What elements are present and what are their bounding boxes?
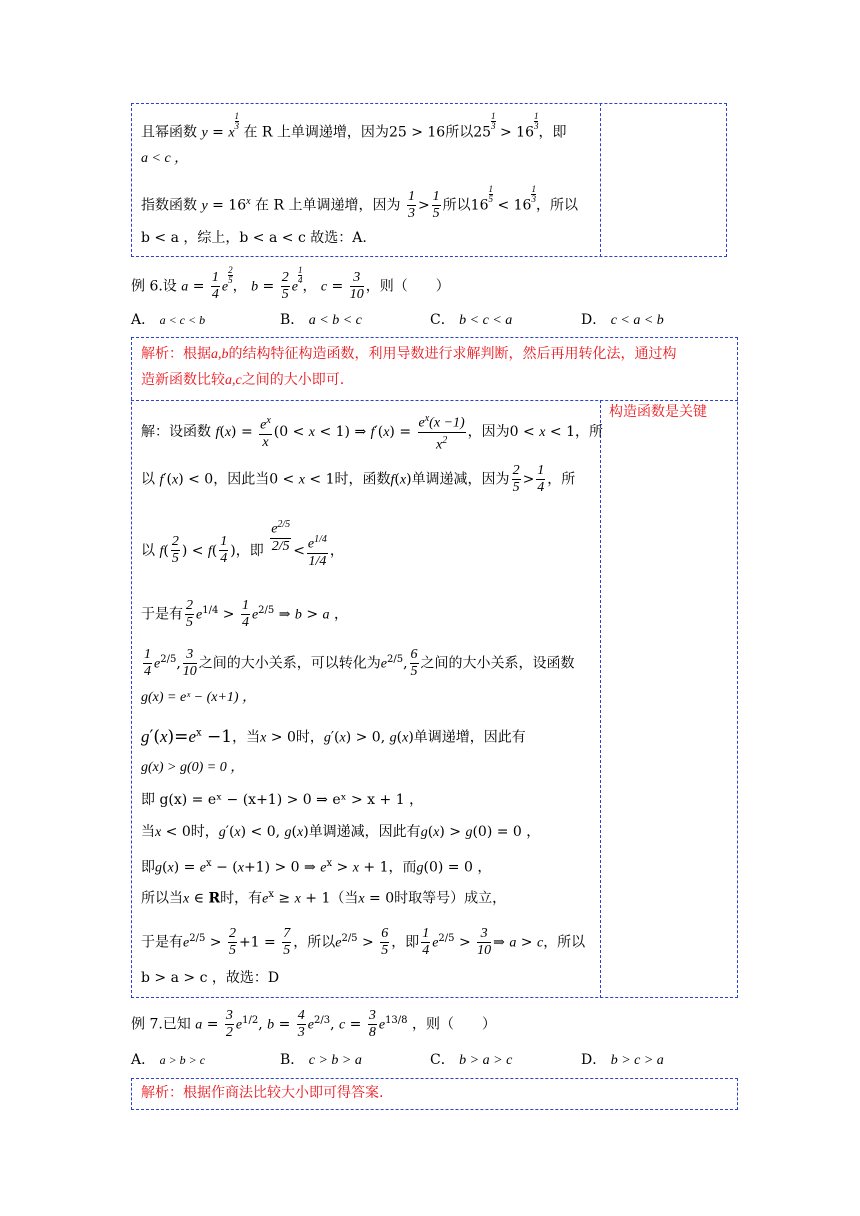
ex6-solution-line-13: 于是有$e^{2/5}$ > $\frac{2}{5}$ +1 = $\frac{7}{5}$ ，所以$e^{2/5}$ > $\frac{6}{5}$ ，即 $\frac{1}{4}$ $e^{2/5}$ > $\frac{3}{10}$ ⇒ a > c，所以 xyxy=(141,926,586,958)
ex6-option-d: D． c < a < b xyxy=(581,312,664,328)
ex6-option-a: A． a < c < b xyxy=(131,312,206,328)
ex6-solution-line-9: 即 g(x) = eˣ − (x+1) > 0 ⇒ eˣ > x + 1 ， xyxy=(141,792,424,808)
ex7-analysis-text: 解析：根据作商法比较大小即可得答案. xyxy=(141,1085,384,1101)
ex6-solution-line-8: g(x) > g(0) = 0 ， xyxy=(141,760,245,775)
ex6-solution-line-4: 于是有 $\frac{2}{5}$ $e^{1/4}$ > $\frac{1}{4}$ $e^{2/5}$ ⇒ b > a ， xyxy=(141,598,348,630)
prev-solution-divider xyxy=(600,103,601,257)
ex6-solution-line-3: 以 f( $\frac{2}{5}$ ) < f( $\frac{1}{4}$ )，即 $\frac{e^{2/5}}{2/5}$ < $\frac{e^{1/4}}{1/4}$ ， xyxy=(141,519,344,569)
ex6-solution-line-1: 解：设函数 f(x) = $\frac{e^x}{x}$ (0 < x < 1) ⇒ f′(x) = $\frac{e^x(x -1)}{x^2}$ ，因为0 < x < 1，所 xyxy=(141,413,603,453)
ex6-analysis-line-1: 解析：根据a,b的结构特征构造函数，利用导数进行求解判断，然后再用转化法，通过构 xyxy=(141,346,677,362)
ex6-analysis-divider xyxy=(131,400,738,401)
ex6-solution-line-10: 当x < 0时，g′(x) < 0, g(x)单调递减，因此有g(x) > g(0) = 0 ， xyxy=(141,824,541,840)
ex6-side-note: 构造函数是关键 xyxy=(609,404,707,420)
ex6-solution-line-14: b > a > c ，故选：D xyxy=(141,970,280,986)
ex7-option-c: C． b > a > c xyxy=(430,1052,513,1068)
ex6-solution-line-11: 即$g(x) = e^x - (x+1) > 0$ ⇒ $e^x > x + 1$，而g(0) = 0 ， xyxy=(141,858,492,876)
prev-solution-line-1: 且幂函数 y = x $^{\frac{1}{3}}$ 在 R 上单调递增，因为25 > 16所以25 $^{\frac{1}{3}}$ > 16 $^{\frac{1}{3}}$ ，即 xyxy=(141,111,567,141)
ex6-option-c: C． b < c < a xyxy=(430,312,513,328)
prev-solution-line-4: b < a ，综上，b < a < c 故选：A. xyxy=(141,230,367,246)
ex6-solution-line-7: $g'(x)=e^x -1$，当x > 0时，g′(x) > 0, g(x)单调递增，因此有 xyxy=(141,726,526,747)
ex7-option-b: B． c > b > a xyxy=(280,1052,362,1068)
example-6-question: 例 6.设 a = $\frac{1}{4}$ e $^{\frac{2}{5}}$ ， b = $\frac{2}{5}$ e $^{\frac{1}{4}}$ ， c = $\frac{3}{10}$ ，则（ ） xyxy=(131,265,450,303)
ex6-solution-divider xyxy=(600,400,601,998)
example-7-question: 例 7.已知 a = $\frac{3}{2}$ $e^{1/2}$, b = $\frac{4}{3}$ $e^{2/3}$, c = $\frac{3}{8}$ $e^{13/8}$ ，则（ ） xyxy=(131,1008,496,1040)
ex6-solution-line-2: 以 f′(x) < 0，因此当0 < x < 1时，函数f(x)单调递减，因为 $\frac{2}{5}$ > $\frac{1}{4}$ ，所 xyxy=(141,463,576,495)
ex6-option-b: B． a < b < c xyxy=(280,312,362,328)
ex6-analysis-line-2: 造新函数比较a,c之间的大小即可. xyxy=(141,372,345,388)
ex7-option-a: A． a > b > c xyxy=(131,1052,206,1068)
ex6-solution-line-5: $\frac{1}{4}$ $e^{2/5}$, $\frac{3}{10}$ 之间的大小关系，可以转化为$e^{2/5}$, $\frac{6}{5}$ 之间的大小关系，设函数 xyxy=(144,647,575,679)
prev-solution-line-3: 指数函数 $y = 16^x$ 在 R 上单调递增，因为 $\frac{1}{3}$ > $\frac{1}{5}$ 所以16 $^{\frac{1}{5}}$ < 16 $^{\frac{1}{3}}$ ，所以 xyxy=(141,184,578,222)
ex7-option-d: D． b > c > a xyxy=(581,1052,664,1068)
prev-solution-line-2: a < c ， xyxy=(141,151,189,166)
ex6-solution-line-12: 所以当x ∈ R时，有$e^x \ge x + 1$（当x = 0时取等号）成立， xyxy=(141,889,507,907)
ex6-solution-line-6: g(x) = eˣ − (x+1) ， xyxy=(141,690,257,705)
